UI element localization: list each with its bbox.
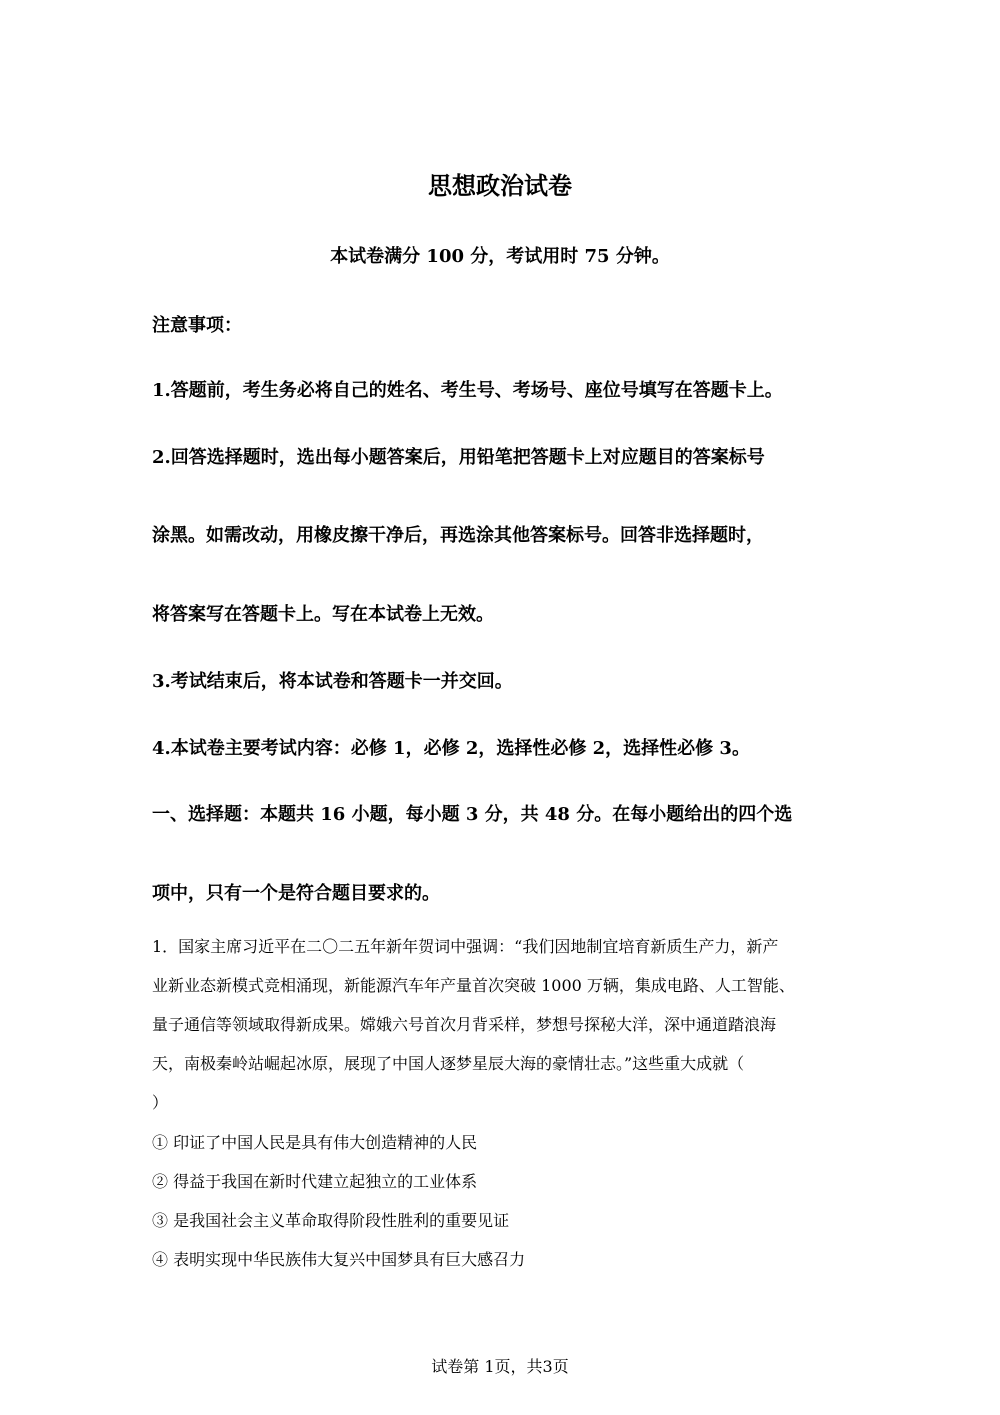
question-1-stem-line-3: 量子通信等领域取得新成果。嫦娥六号首次月背采样，梦想号探秘大洋，深中通道踏浪海: [152, 1015, 777, 1034]
page-footer: 试卷第 1页，共3页: [431, 1357, 569, 1376]
section-heading-line-2: 项中，只有一个是符合题目要求的。: [152, 883, 440, 904]
question-1-stem-line-1: 1．国家主席习近平在二〇二五年新年贺词中强调：“我们因地制宜培育新质生产力，新产: [152, 937, 779, 956]
question-1-option-1: ① 印证了中国人民是具有伟大创造精神的人民: [152, 1133, 478, 1152]
notice-item-1: 1.答题前，考生务必将自己的姓名、考生号、考场号、座位号填写在答题卡上。: [152, 380, 783, 401]
notice-item-2-line-3: 将答案写在答题卡上。写在本试卷上无效。: [152, 604, 494, 625]
question-1-stem-line-4: 天，南极秦岭站崛起冰原，展现了中国人逐梦星辰大海的豪情壮志。”这些重大成就（: [152, 1054, 745, 1073]
question-1-option-3: ③ 是我国社会主义革命取得阶段性胜利的重要见证: [152, 1211, 510, 1230]
exam-info: 本试卷满分 100 分，考试用时 75 分钟。: [330, 246, 670, 267]
notice-item-3: 3.考试结束后，将本试卷和答题卡一并交回。: [152, 671, 513, 692]
question-1-option-4: ④ 表明实现中华民族伟大复兴中国梦具有巨大感召力: [152, 1250, 526, 1269]
section-heading-line-1: 一、选择题：本题共 16 小题，每小题 3 分，共 48 分。在每小题给出的四个选: [152, 804, 793, 825]
question-1-stem-line-2: 业新业态新模式竞相涌现，新能源汽车年产量首次突破 1000 万辆，集成电路、人工智能、: [152, 976, 795, 995]
question-1-option-2: ② 得益于我国在新时代建立起独立的工业体系: [152, 1172, 478, 1191]
notice-heading: 注意事项：: [152, 315, 242, 336]
notice-item-2-line-2: 涂黑。如需改动，用橡皮擦干净后，再选涂其他答案标号。回答非选择题时，: [152, 525, 764, 546]
notice-item-4: 4.本试卷主要考试内容：必修 1，必修 2，选择性必修 2，选择性必修 3。: [152, 738, 750, 759]
notice-item-2-line-1: 2.回答选择题时，选出每小题答案后，用铅笔把答题卡上对应题目的答案标号: [152, 447, 765, 468]
page-title: 思想政治试卷: [428, 171, 572, 200]
question-1-stem-line-5: ）: [152, 1093, 169, 1112]
